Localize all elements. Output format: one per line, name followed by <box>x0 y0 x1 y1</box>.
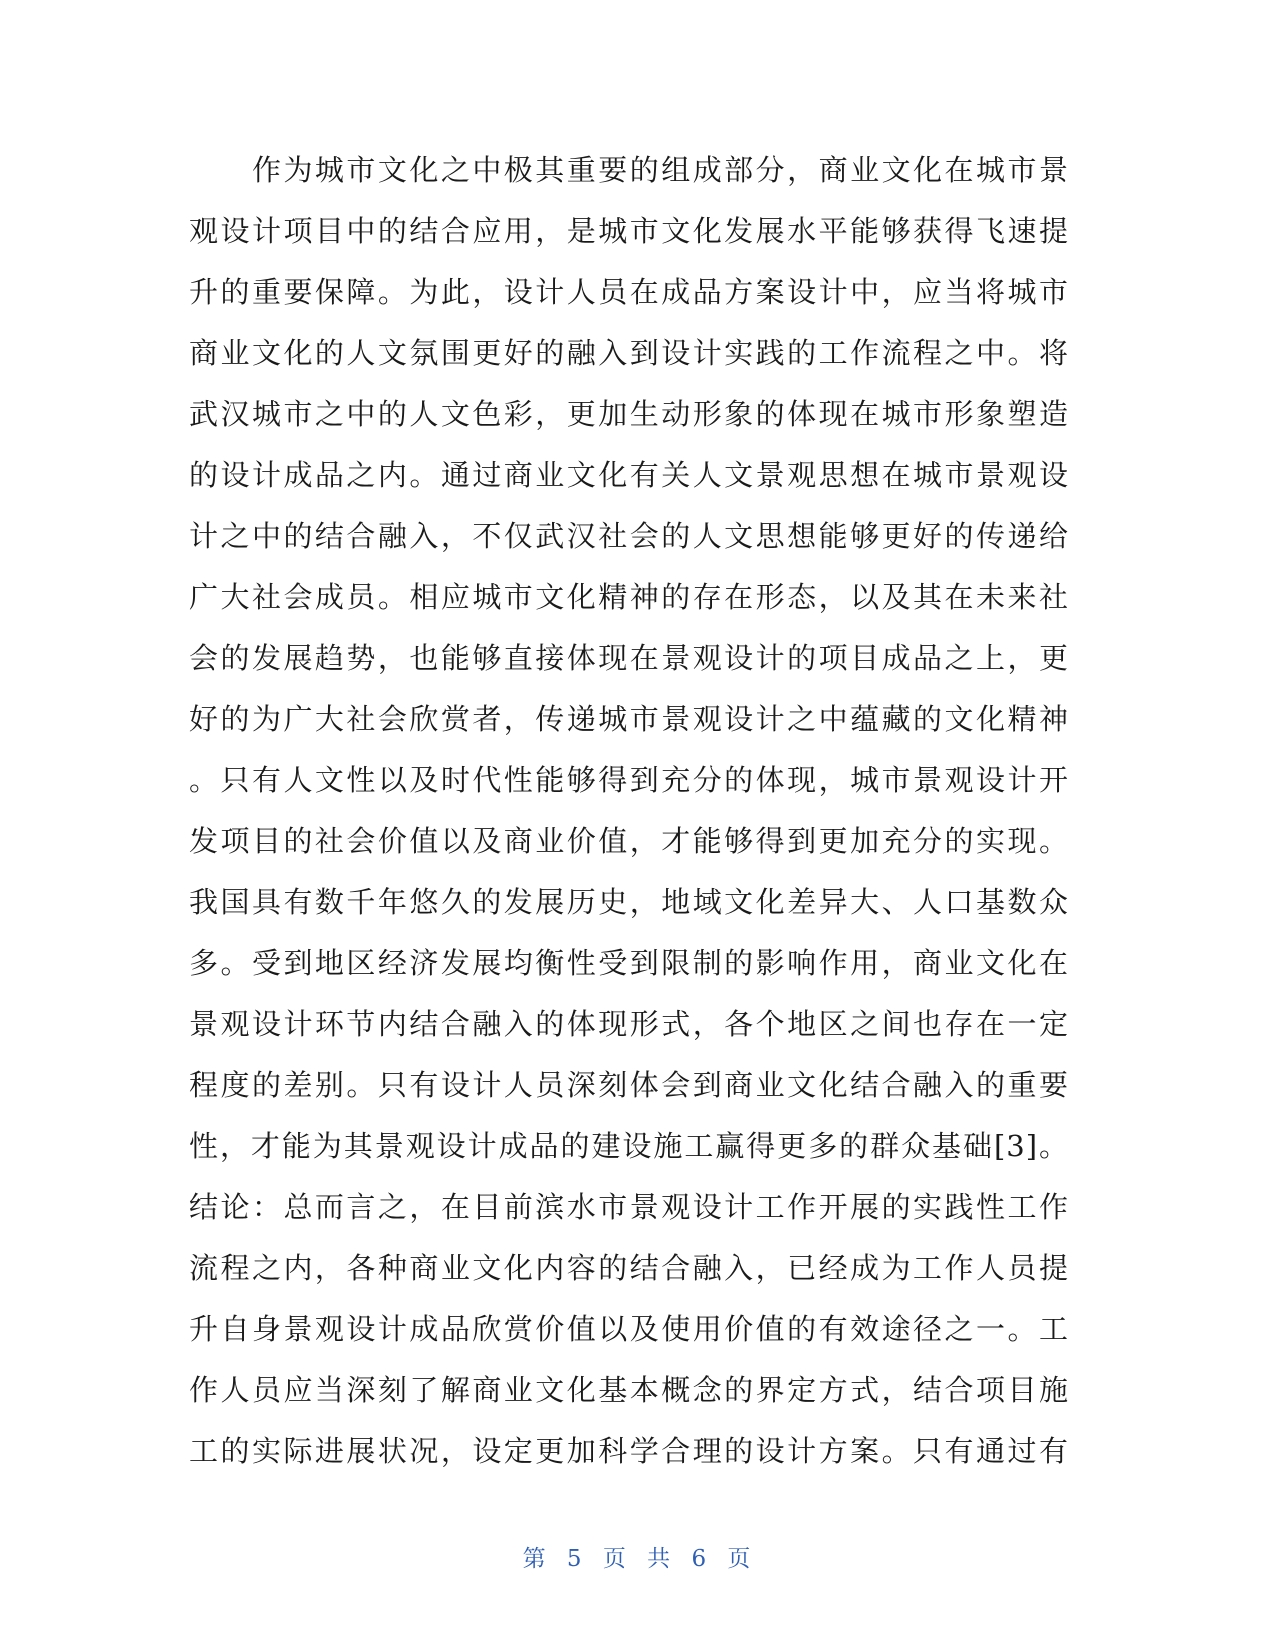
body-text <box>189 140 1069 1482</box>
text-line: 广大社会成员。相应城市文化精神的存在形态，以及其在未来社 <box>189 580 1069 614</box>
text-line: 好的为广大社会欣赏者，传递城市景观设计之中蕴藏的文化精神 <box>189 702 1069 736</box>
text-line: 商业文化的人文氛围更好的融入到设计实践的工作流程之中。将 <box>189 336 1069 370</box>
text-line: 武汉城市之中的人文色彩，更加生动形象的体现在城市形象塑造 <box>189 397 1069 431</box>
text-line: 景观设计环节内结合融入的体现形式，各个地区之间也存在一定 <box>189 1007 1069 1041</box>
text-line: 性，才能为其景观设计成品的建设施工赢得更多的群众基础[3]。 <box>189 1129 1069 1163</box>
text-line: 升的重要保障。为此，设计人员在成品方案设计中，应当将城市 <box>189 275 1069 309</box>
text-line: 我国具有数千年悠久的发展历史，地域文化差异大、人口基数众 <box>189 885 1069 919</box>
text-line: 的设计成品之内。通过商业文化有关人文景观思想在城市景观设 <box>189 458 1069 492</box>
text-line: 工的实际进展状况，设定更加科学合理的设计方案。只有通过有 <box>189 1434 1069 1468</box>
text-line: 流程之内，各种商业文化内容的结合融入，已经成为工作人员提 <box>189 1251 1069 1285</box>
text-line: 发项目的社会价值以及商业价值，才能够得到更加充分的实现。 <box>189 824 1069 858</box>
text-line: 作人员应当深刻了解商业文化基本概念的界定方式，结合项目施 <box>189 1373 1069 1407</box>
text-line: 升自身景观设计成品欣赏价值以及使用价值的有效途径之一。工 <box>189 1312 1069 1346</box>
text-line: 程度的差别。只有设计人员深刻体会到商业文化结合融入的重要 <box>189 1068 1069 1102</box>
text-line: 会的发展趋势，也能够直接体现在景观设计的项目成品之上，更 <box>189 641 1069 675</box>
text-line: 观设计项目中的结合应用，是城市文化发展水平能够获得飞速提 <box>189 214 1069 248</box>
text-line: 结论：总而言之，在目前滨水市景观设计工作开展的实践性工作 <box>189 1190 1069 1224</box>
text-line: 。只有人文性以及时代性能够得到充分的体现，城市景观设计开 <box>189 763 1069 797</box>
text-line: 作为城市文化之中极其重要的组成部分，商业文化在城市景 <box>189 153 1069 187</box>
text-line: 多。受到地区经济发展均衡性受到限制的影响作用，商业文化在 <box>189 946 1069 980</box>
text-line: 计之中的结合融入，不仅武汉社会的人文思想能够更好的传递给 <box>189 519 1069 553</box>
page-number-footer: 第 5 页 共 6 页 <box>522 1546 753 1572</box>
